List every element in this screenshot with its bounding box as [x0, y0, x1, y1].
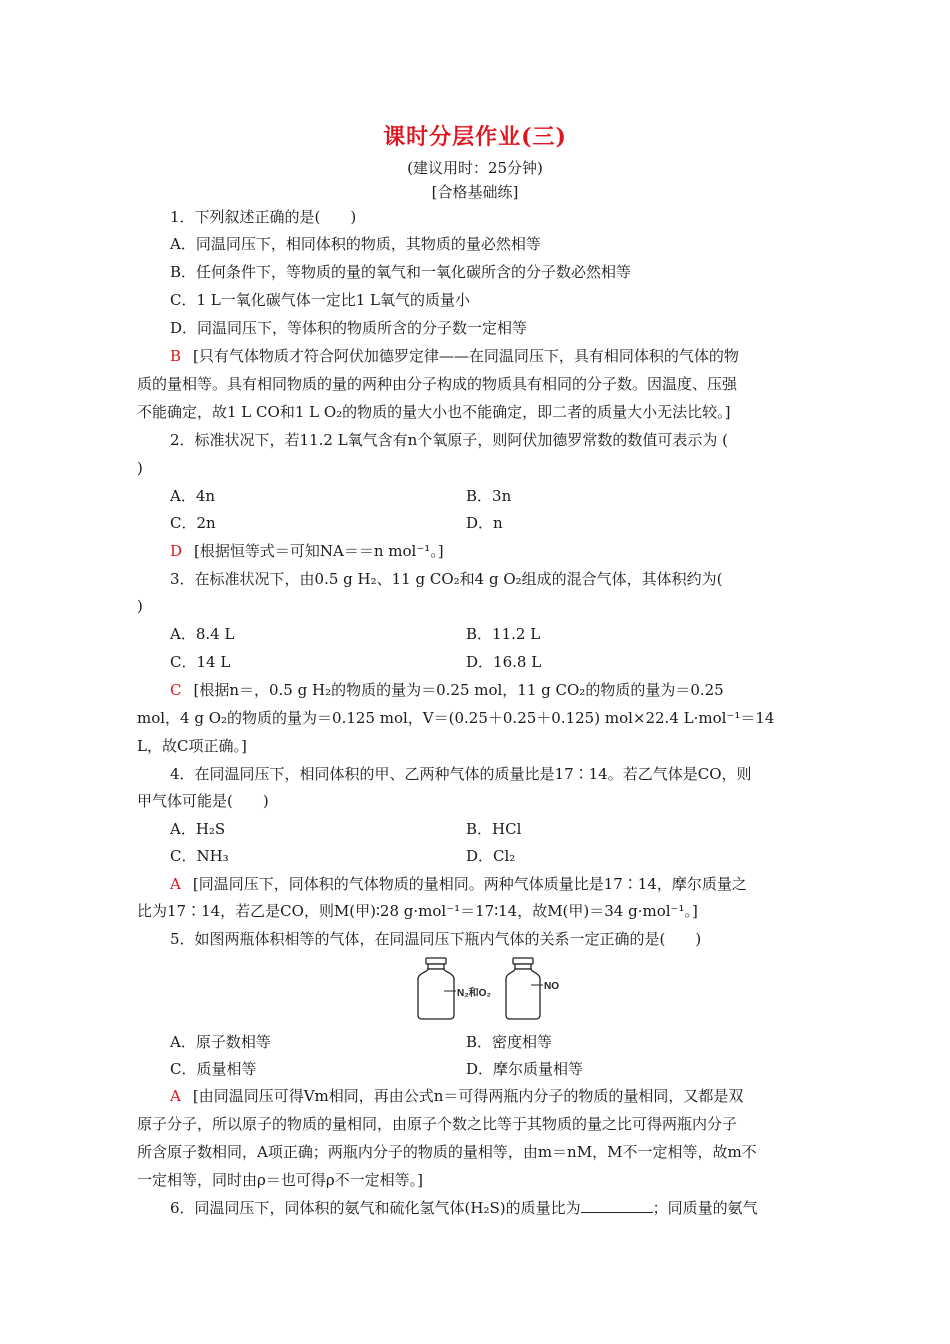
- q3-stem: 3．在标准状况下，由0.5 g H₂、11 g CO₂和4 g O₂组成的混合气体，其体积约为(: [170, 570, 723, 588]
- q6-stem: 6．同温同压下，同体积的氨气和硫化氢气体(H₂S)的质量比为 ；同质量的氨气: [170, 1199, 758, 1217]
- q5-option-a: A．原子数相等: [170, 1033, 271, 1051]
- bottle-right-label: NO: [544, 981, 559, 992]
- q2-explanation: D [根据恒等式＝可知NA＝＝n mol⁻¹。]: [170, 542, 444, 560]
- q5-option-b: B．密度相等: [466, 1033, 553, 1051]
- q4-option-c: C．NH₃: [170, 847, 229, 865]
- q3-answer: C: [170, 681, 182, 699]
- q5-explanation-1: A [由同温同压可得Vm相同，再由公式n＝可得两瓶内分子的物质的量相同，又都是双: [170, 1087, 744, 1105]
- q1-option-a: A．同温同压下，相同体积的物质，其物质的量必然相等: [170, 235, 541, 253]
- q5-option-d: D．摩尔质量相等: [466, 1060, 584, 1078]
- q2-option-d: D．n: [466, 514, 503, 532]
- bottle-left-label: N₂和O₂: [457, 988, 491, 999]
- q3-explanation-3: L，故C项正确。]: [137, 737, 247, 755]
- q4-stem-1: 4．在同温同压下，相同体积的甲、乙两种气体的质量比是17∶14。若乙气体是CO，则: [170, 765, 752, 783]
- q5-answer: A: [170, 1087, 181, 1105]
- q3-stem-paren: ): [137, 597, 143, 615]
- page-title: 课时分层作业(三): [383, 124, 567, 150]
- bottle-left-icon: [418, 958, 456, 1019]
- q4-option-b: B．HCl: [466, 820, 522, 838]
- q3-explanation-1: C [根据n＝，0.5 g H₂的物质的量为＝0.25 mol，11 g CO₂的物质的量为＝0.25: [170, 681, 724, 699]
- q1-option-c: C．1 L一氧化碳气体一定比1 L氧气的质量小: [170, 291, 471, 309]
- q3-option-a: A．8.4 L: [170, 625, 235, 643]
- q1-option-d: D．同温同压下，等体积的物质所含的分子数一定相等: [170, 319, 528, 337]
- q2-stem-paren: ): [137, 459, 143, 477]
- q1-stem: 1．下列叙述正确的是( ): [170, 208, 357, 226]
- q3-option-d: D．16.8 L: [466, 653, 542, 671]
- q5-explanation-4: 一定相等，同时由ρ＝也可得ρ不一定相等。]: [137, 1171, 423, 1189]
- q1-explanation-1: B [只有气体物质才符合阿伏加德罗定律——在同温同压下，具有相同体积的气体的物: [170, 347, 739, 365]
- answer-blank[interactable]: [581, 1198, 653, 1213]
- q3-option-c: C．14 L: [170, 653, 231, 671]
- q3-option-b: B．11.2 L: [466, 625, 541, 643]
- q1-explanation-3: 不能确定，故1 L CO和1 L O₂的物质的量大小也不能确定，即二者的质量大小无法比较。]: [137, 403, 731, 421]
- q4-option-a: A．H₂S: [170, 820, 226, 838]
- q5-explanation-3: 所含原子数相同，A项正确；两瓶内分子的物质的量相等，由m＝nM，M不一定相等，故m不: [137, 1143, 757, 1161]
- q2-option-a: A．4n: [170, 487, 216, 505]
- section-heading: [合格基础练]: [431, 183, 519, 201]
- q2-answer: D: [170, 542, 183, 560]
- q5-option-c: C．质量相等: [170, 1060, 257, 1078]
- q4-stem-2: 甲气体可能是( ): [137, 792, 269, 810]
- q2-stem: 2．标准状况下，若11.2 L氧气含有n个氧原子，则阿伏加德罗常数的数值可表示为 (: [170, 431, 728, 449]
- q5-explanation-2: 原子分子，所以原子的物质的量相同，由原子个数之比等于其物质的量之比可得两瓶内分子: [137, 1115, 738, 1133]
- q1-option-b: B．任何条件下，等物质的量的氧气和一氧化碳所含的分子数必然相等: [170, 263, 632, 281]
- q2-option-b: B．3n: [466, 487, 512, 505]
- q5-stem: 5．如图两瓶体积相等的气体，在同温同压下瓶内气体的关系一定正确的是( ): [170, 930, 702, 948]
- q1-answer: B: [170, 347, 182, 365]
- q2-option-c: C．2n: [170, 514, 216, 532]
- q4-explanation-1: A [同温同压下，同体积的气体物质的量相同。两种气体质量比是17∶14，摩尔质量之: [170, 875, 747, 893]
- q4-option-d: D．Cl₂: [466, 847, 516, 865]
- bottle-right-icon: [506, 958, 543, 1019]
- gas-bottles-figure: [410, 955, 580, 1025]
- q4-answer: A: [170, 875, 181, 893]
- q1-explanation-2: 质的量相等。具有相同物质的量的两种由分子构成的物质具有相同的分子数。因温度、压强: [137, 375, 738, 393]
- q4-explanation-2: 比为17∶14，若乙是CO，则M(甲)∶28 g·mol⁻¹＝17∶14，故M(甲)＝34 g·mol⁻¹。]: [137, 902, 698, 920]
- time-suggestion: (建议用时：25分钟): [407, 159, 543, 177]
- q3-explanation-2: mol，4 g O₂的物质的量为＝0.125 mol，V＝(0.25＋0.25＋0.125) mol×22.4 L·mol⁻¹＝14: [137, 709, 775, 727]
